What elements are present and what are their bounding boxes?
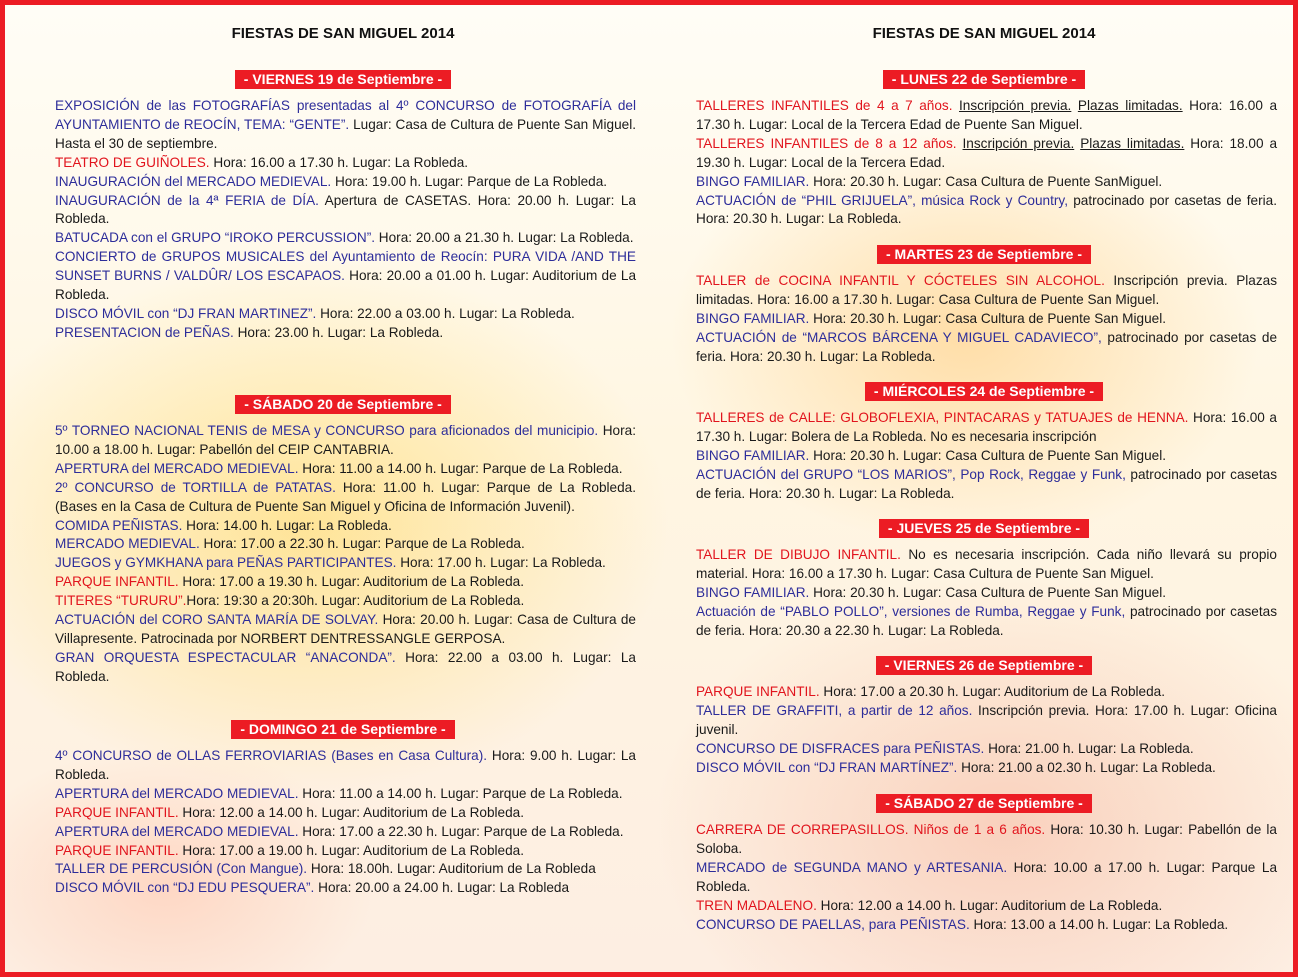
event-details: Inscripción previa. <box>962 135 1075 151</box>
event-details: patrocinado por casetas de feria. Hora: 20.30 h. Lugar: La Robleda. <box>696 329 1277 364</box>
event-item <box>55 422 636 460</box>
event-name: TALLERES INFANTILES de 8 a 12 años. <box>696 135 957 151</box>
event-name: CONCURSO DE PAELLAS, para PEÑISTAS. <box>696 916 970 932</box>
day-header-lunes-22 <box>691 70 1277 89</box>
event-details: Hora: 22.00 a 03.00 h. Lugar: La Robleda. <box>55 649 636 684</box>
event-item <box>696 702 1277 740</box>
event-item <box>696 329 1277 367</box>
day-badge: - LUNES 22 de Septiembre - <box>883 70 1085 89</box>
event-item <box>55 823 636 842</box>
event-item <box>696 192 1277 230</box>
event-details: Hora: 17.00 a 19.00 h. Lugar: Auditorium de La Robleda. <box>178 842 524 858</box>
event-item <box>55 248 636 305</box>
event-item <box>55 649 636 687</box>
event-details: patrocinado por casetas de feria. Hora: 20.30 h. Lugar: La Robleda. <box>696 466 1277 501</box>
event-details: Hora: 10.30 h. Lugar: Pabellón de la Soloba. <box>696 822 1277 856</box>
event-item <box>696 897 1277 916</box>
day-header-viernes-19 <box>50 70 636 89</box>
event-details: Hora: 20.30 h. Lugar: Casa Cultura de Puente San Miguel. <box>809 310 1166 326</box>
event-name: DISCO MÓVIL con “DJ FRAN MARTÍNEZ”. <box>696 759 958 775</box>
event-list <box>696 97 1277 229</box>
event-name: BINGO FAMILIAR. <box>696 584 810 600</box>
event-list <box>55 97 636 343</box>
event-details: Hora: 12.00 a 14.00 h. Lugar: Auditorium de La Robleda. <box>816 897 1163 913</box>
event-item <box>696 603 1277 641</box>
event-details: Hora: 9.00 h. Lugar: La Robleda. <box>55 748 636 782</box>
event-name: PARQUE INFANTIL. <box>696 684 820 699</box>
event-item <box>55 592 636 611</box>
event-details: Inscripción previa. Plazas limitadas. Hora: 16.00 a 17.30 h. Lugar: Casa Cultura de Puente San Miguel. <box>696 273 1277 307</box>
event-name: ACTUACIÓN de “MARCOS BÁRCENA Y MIGUEL CADAVIECO”, <box>696 329 1102 345</box>
event-item <box>55 324 636 343</box>
event-details: Hora: 22.00 a 03.00 h. Lugar: La Robleda. <box>316 305 575 321</box>
event-item <box>696 916 1277 935</box>
event-details: Inscripción previa. <box>959 98 1072 113</box>
event-details: Hora: 18.00 a 19.30 h. Lugar: Local de la Tercera Edad. <box>696 135 1277 170</box>
event-item <box>696 740 1277 759</box>
event-name: TITERES “TURURU”. <box>55 593 187 609</box>
event-item <box>55 860 636 879</box>
event-item <box>55 611 636 649</box>
page-title: FIESTAS DE SAN MIGUEL 2014 <box>231 25 455 42</box>
event-name: BINGO FAMILIAR. <box>696 310 810 326</box>
event-details: Lugar: Casa de Cultura de Puente San Miguel. Hasta el 30 de septiembre. <box>55 116 636 151</box>
event-item <box>55 573 636 592</box>
event-name: BINGO FAMILIAR. <box>696 173 810 189</box>
event-details: Hora: 18.00h. Lugar: Auditorium de La Robleda <box>307 861 596 877</box>
event-item <box>55 479 636 517</box>
event-item <box>696 272 1277 310</box>
event-details: Hora: 17.00 a 22.30 h. Lugar: Parque de La Robleda. <box>298 823 624 839</box>
event-name: 2º CONCURSO de TORTILLA de PATATAS. <box>55 479 336 495</box>
event-details: Inscripción previa. Hora: 17.00 h. Lugar: Oficina juvenil. <box>696 702 1277 737</box>
event-item <box>55 517 636 536</box>
event-list <box>696 683 1277 778</box>
event-details: Apertura de CASETAS. Hora: 20.00 h. Lugar: La Robleda. <box>55 192 636 227</box>
event-item <box>55 535 636 554</box>
event-name: ACTUACIÓN del GRUPO “LOS MARIOS”, Pop Rock, Reggae y Funk, <box>696 466 1126 482</box>
event-name: COMIDA PEÑISTAS. <box>55 517 183 533</box>
event-item <box>55 460 636 479</box>
event-item <box>55 842 636 861</box>
event-list <box>696 821 1277 934</box>
event-name: TALLER de COCINA INFANTIL Y CÓCTELES SIN ALCOHOL. <box>696 273 1105 288</box>
event-details: Hora: 16.00 a 17.30 h. Lugar: La Robleda. <box>209 154 469 170</box>
event-name: APERTURA del MERCADO MEDIEVAL. <box>55 460 299 476</box>
event-item <box>696 759 1277 778</box>
event-details: Hora: 20.30 h. Lugar: Casa Cultura de Puente San Miguel. <box>809 584 1166 600</box>
event-item <box>696 584 1277 603</box>
day-header-sabado-27 <box>691 794 1277 813</box>
event-name: 4º CONCURSO de OLLAS FERROVIARIAS (Bases en Casa Cultura). <box>55 748 488 763</box>
event-item <box>696 173 1277 192</box>
event-details: Hora: 21.00 a 02.30 h. Lugar: La Robleda. <box>957 759 1216 775</box>
day-badge: - SÁBADO 20 de Septiembre - <box>235 395 451 414</box>
event-details: Hora: 17.00 a 19.30 h. Lugar: Auditorium de La Robleda. <box>178 574 524 590</box>
event-name: ACTUACIÓN de “PHIL GRIJUELA”, música Rock y Country, <box>696 192 1068 208</box>
event-name: DISCO MÓVIL con “DJ FRAN MARTINEZ”. <box>55 305 317 321</box>
event-item <box>55 554 636 573</box>
day-header-martes-23 <box>691 245 1277 264</box>
event-name: GRAN ORQUESTA ESPECTACULAR “ANACONDA”. <box>55 649 396 665</box>
event-item <box>696 466 1277 504</box>
event-item <box>55 785 636 804</box>
event-details: Hora: 13.00 a 14.00 h. Lugar: La Robleda. <box>969 916 1229 932</box>
event-item <box>55 305 636 324</box>
event-details: Hora: 12.00 a 14.00 h. Lugar: Auditorium de La Robleda. <box>178 804 524 820</box>
day-header-miercoles-24 <box>691 382 1277 401</box>
event-details: Hora: 23.00 h. Lugar: La Robleda. <box>233 324 444 340</box>
event-list <box>696 272 1277 367</box>
event-details: Hora: 19.00 h. Lugar: Parque de La Robleda. <box>331 173 608 189</box>
event-name: TALLERES de CALLE: GLOBOFLEXIA, PINTACARAS y TATUAJES de HENNA. <box>696 410 1189 425</box>
event-name: TALLERES INFANTILES de 4 a 7 años. <box>696 98 953 113</box>
event-name: TALLER DE GRAFFITI, a partir de 12 años. <box>696 702 973 718</box>
event-list <box>55 422 636 687</box>
page-title: FIESTAS DE SAN MIGUEL 2014 <box>872 25 1096 42</box>
event-list <box>696 546 1277 641</box>
event-list <box>696 409 1277 504</box>
day-badge: - JUEVES 25 de Septiembre - <box>879 519 1089 538</box>
day-badge: - SÁBADO 27 de Septiembre - <box>876 794 1092 813</box>
day-badge: - DOMINGO 21 de Septiembre - <box>231 720 454 739</box>
event-name: JUEGOS y GYMKHANA para PEÑAS PARTICIPANTES. <box>55 555 397 571</box>
event-name: TREN MADALENO. <box>696 897 817 913</box>
event-details: Hora: 17.00 a 22.30 h. Lugar: Parque de La Robleda. <box>199 536 525 552</box>
event-details: Hora: 21.00 h. Lugar: La Robleda. <box>984 740 1194 756</box>
event-details: Hora: 16.00 a 17.30 h. Lugar: Local de la Tercera Edad de Puente San Miguel. <box>696 98 1278 132</box>
event-details: Hora: 20.00 a 24.00 h. Lugar: La Robleda <box>314 880 570 896</box>
event-details: Hora: 16.00 a 17.30 h. Lugar: Bolera de La Robleda. No es necesaria inscripción <box>696 410 1277 444</box>
event-item <box>696 97 1277 135</box>
event-item <box>55 747 636 785</box>
event-name: MERCADO MEDIEVAL. <box>55 536 200 552</box>
event-item <box>55 154 636 173</box>
event-item <box>55 173 636 192</box>
day-header-jueves-25 <box>691 519 1277 538</box>
event-name: TEATRO DE GUIÑOLES. <box>55 154 210 170</box>
event-details: Hora: 20.30 h. Lugar: Casa Cultura de Puente SanMiguel. <box>809 173 1163 189</box>
event-list <box>55 747 636 898</box>
event-details: patrocinado por casetas de feria. Hora: 20.30 a 22.30 h. Lugar: La Robleda. <box>696 603 1277 638</box>
event-item <box>696 409 1277 447</box>
event-name: PARQUE INFANTIL. <box>55 574 179 590</box>
event-details: Hora: 17.00 h. Lugar: La Robleda. <box>396 555 606 571</box>
event-name: CARRERA DE CORREPASILLOS. Niños de 1 a 6 años. <box>696 822 1046 837</box>
event-name: BATUCADA con el GRUPO “IROKO PERCUSSION”. <box>55 230 376 246</box>
event-details: Hora: 10.00 a 18.00 h. Lugar: Pabellón del CEIP CANTABRIA. <box>55 423 636 457</box>
event-item <box>696 821 1277 859</box>
event-details: Hora: 11.00 h. Lugar: Parque de La Robleda. (Bases en la Casa de Cultura de Puente San Miguel y Oficina de Información Juvenil). <box>55 479 636 514</box>
event-item <box>696 683 1277 702</box>
event-details: Hora: 20.00 a 01.00 h. Lugar: Auditorium de La Robleda. <box>55 268 637 303</box>
event-details: Hora: 19:30 a 20:30h. Lugar: Auditorium de La Robleda. <box>186 593 525 609</box>
event-item <box>696 859 1277 897</box>
event-name: APERTURA del MERCADO MEDIEVAL. <box>55 823 299 839</box>
event-details: Hora: 20.30 h. Lugar: Casa Cultura de Puente San Miguel. <box>809 447 1166 463</box>
event-item <box>696 135 1277 173</box>
event-details: Hora: 20.00 a 21.30 h. Lugar: La Robleda. <box>375 230 634 246</box>
event-name: CONCIERTO de GRUPOS MUSICALES del Ayuntamiento de Reocín: PURA VIDA /AND THE SUNSET BURNS / VALDÛR/ LOS ESCAPAOS. <box>55 249 636 284</box>
event-name: TALLER DE PERCUSIÓN (Con Mangue). <box>55 861 308 877</box>
event-details: Plazas limitadas. <box>1077 98 1183 113</box>
event-details: No es necesaria inscripción. Cada niño llevará su propio material. Hora: 16.00 a 17.30 h. Lugar: Casa Cultura de Puente San Miguel. <box>696 547 1277 581</box>
event-item <box>55 192 636 230</box>
event-item <box>696 310 1277 329</box>
event-item <box>696 546 1277 584</box>
event-name: CONCURSO DE DISFRACES para PEÑISTAS. <box>696 740 985 756</box>
day-badge: - MIÉRCOLES 24 de Septiembre - <box>865 382 1103 401</box>
event-item <box>55 879 636 898</box>
event-item <box>55 229 636 248</box>
event-name: PRESENTACION de PEÑAS. <box>55 324 234 340</box>
event-name: 5º TORNEO NACIONAL TENIS de MESA y CONCURSO para aficionados del municipio. <box>55 423 599 438</box>
event-name: APERTURA del MERCADO MEDIEVAL. <box>55 785 299 801</box>
event-details: Plazas limitadas. <box>1080 135 1185 151</box>
event-name: MERCADO de SEGUNDA MANO y ARTESANIA. <box>696 859 1008 875</box>
day-header-domingo-21 <box>50 720 636 739</box>
event-name: PARQUE INFANTIL. <box>55 842 179 858</box>
event-name: PARQUE INFANTIL. <box>55 804 179 820</box>
event-details: Hora: 11.00 a 14.00 h. Lugar: Parque de La Robleda. <box>298 785 623 801</box>
day-header-sabado-20 <box>50 395 636 414</box>
event-name: EXPOSICIÓN de las FOTOGRAFÍAS presentadas al 4º CONCURSO de FOTOGRAFÍA del AYUNTAMIENTO de REOCÍN, TEMA: “GENTE”. <box>55 98 636 132</box>
event-name: Actuación de “PABLO POLLO”, versiones de Rumba, Reggae y Funk, <box>696 603 1126 619</box>
event-name: BINGO FAMILIAR. <box>696 447 810 463</box>
event-details: Hora: 10.00 a 17.00 h. Lugar: Parque La Robleda. <box>696 859 1278 894</box>
event-name: INAUGURACIÓN de la 4ª FERIA de DÍA. <box>55 192 319 208</box>
event-item <box>55 97 636 154</box>
event-name: TALLER DE DIBUJO INFANTIL. <box>696 547 901 562</box>
event-details: patrocinado por casetas de feria. Hora: 20.30 h. Lugar: La Robleda. <box>696 192 1277 227</box>
event-item <box>696 447 1277 466</box>
event-details: Hora: 11.00 a 14.00 h. Lugar: Parque de La Robleda. <box>298 460 623 476</box>
event-name: INAUGURACIÓN del MERCADO MEDIEVAL. <box>55 173 332 189</box>
day-header-viernes-26 <box>691 656 1277 675</box>
day-badge: - VIERNES 19 de Septiembre - <box>235 70 451 89</box>
event-details: Hora: 17.00 a 20.30 h. Lugar: Auditorium de La Robleda. <box>819 684 1165 699</box>
event-name: DISCO MÓVIL con “DJ EDU PESQUERA”. <box>55 880 315 896</box>
event-details: Hora: 20.00 h. Lugar: Casa de Cultura de Villapresente. Patrocinada por NORBERT DENTRESSANGLE GERPOSA. <box>55 612 636 646</box>
event-name: ACTUACIÓN del CORO SANTA MARÍA DE SOLVAY. <box>55 612 379 628</box>
event-item <box>55 804 636 823</box>
day-badge: - MARTES 23 de Septiembre - <box>877 245 1091 264</box>
event-details: Hora: 14.00 h. Lugar: La Robleda. <box>182 517 392 533</box>
day-badge: - VIERNES 26 de Septiembre - <box>876 656 1092 675</box>
